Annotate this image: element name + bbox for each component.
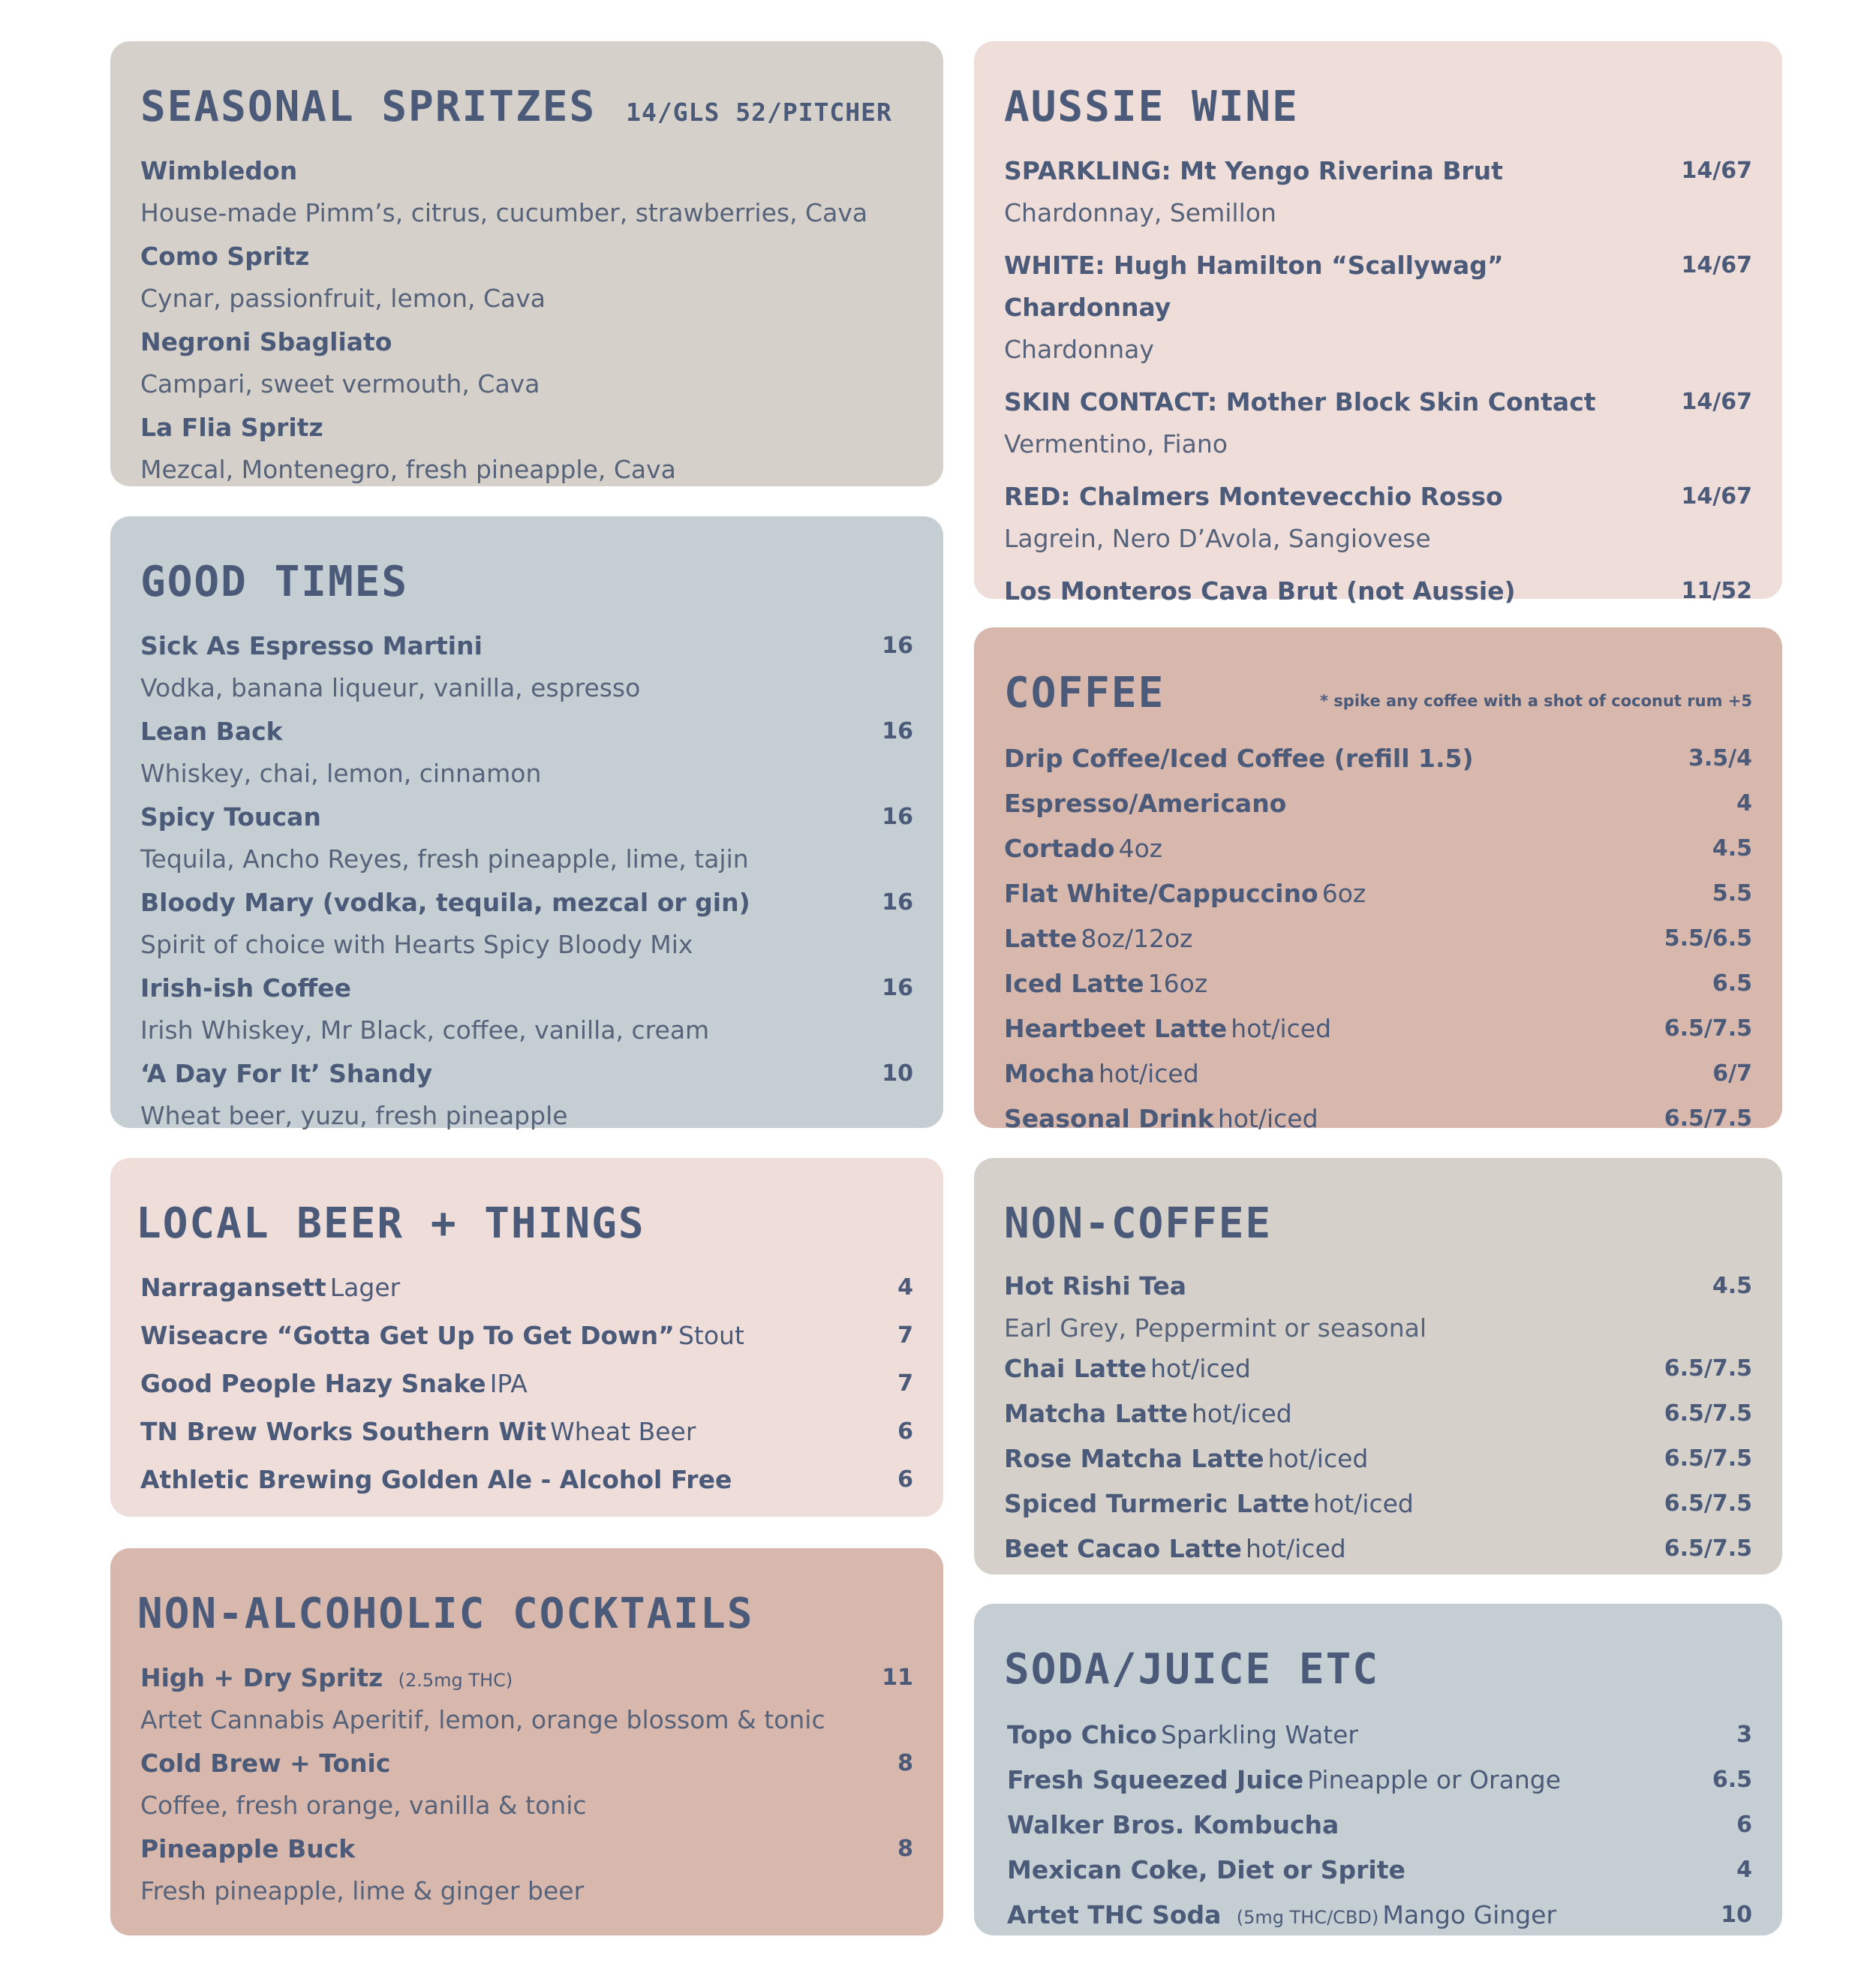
menu-item	[1004, 920, 1752, 962]
non-coffee-card	[974, 1158, 1782, 1574]
menu-item	[1004, 383, 1752, 463]
item-modifier: hot/iced	[1245, 1534, 1346, 1563]
item-price: 4.5	[1712, 835, 1752, 862]
item-description: Tequila, Ancho Reyes, fresh pineapple, lime, tajin	[140, 844, 749, 874]
item-name: Wimbledon	[140, 156, 298, 185]
item-description: Chardonnay, Semillon	[1004, 198, 1276, 227]
menu-item	[1004, 785, 1752, 827]
item-description: Vermentino, Fiano	[1004, 429, 1228, 459]
aussie-wine-list	[1004, 152, 1752, 630]
item-price: 6.5/7.5	[1664, 1535, 1752, 1562]
item-name: Topo Chico	[1007, 1720, 1157, 1749]
item-name: Beet Cacao Latte	[1004, 1534, 1242, 1563]
item-price: 10	[1721, 1902, 1752, 1928]
coffee-note: * spike any coffee with a shot of coconut rum +5	[1320, 692, 1752, 710]
menu-item	[1004, 1440, 1752, 1482]
item-name: Good People Hazy Snake	[140, 1369, 486, 1398]
menu-item	[1004, 1055, 1752, 1097]
item-name: High + Dry Spritz	[140, 1663, 383, 1692]
item-name: SKIN CONTACT: Mother Block Skin Contact	[1004, 387, 1596, 417]
good-times-card	[110, 516, 943, 1128]
menu-item	[140, 1055, 913, 1135]
item-price: 14/67	[1681, 483, 1752, 510]
item-description: Lagrein, Nero D’Avola, Sangiovese	[1004, 524, 1431, 553]
menu-item	[140, 1745, 913, 1824]
item-description: Spirit of choice with Hearts Spicy Bloody Mix	[140, 930, 693, 959]
item-name: Mexican Coke, Diet or Sprite	[1007, 1855, 1405, 1884]
item-price: 6.5	[1712, 970, 1752, 997]
item-price: 6.5/7.5	[1664, 1105, 1752, 1132]
item-modifier: hot/iced	[1267, 1444, 1369, 1473]
item-name: Wiseacre “Gotta Get Up To Get Down”	[140, 1321, 675, 1350]
item-price: 16	[882, 718, 913, 744]
menu-item	[1004, 965, 1752, 1007]
menu-item	[1004, 875, 1752, 917]
item-description: Fresh pineapple, lime & ginger beer	[140, 1876, 585, 1905]
item-name: Hot Rishi Tea	[1004, 1271, 1186, 1301]
item-modifier: Wheat Beer	[550, 1417, 696, 1446]
item-modifier: Mango Ginger	[1382, 1900, 1557, 1929]
item-description: Artet Cannabis Aperitif, lemon, orange blossom & tonic	[140, 1705, 825, 1734]
menu-item	[1004, 1350, 1752, 1392]
item-name: TN Brew Works Southern Wit	[140, 1417, 546, 1446]
item-price: 6.5/7.5	[1664, 1400, 1752, 1427]
item-price: 6/7	[1712, 1060, 1752, 1087]
coffee-title: COFFEE	[1004, 669, 1165, 717]
menu-item	[140, 799, 913, 878]
menu-item	[1004, 152, 1752, 232]
item-description: Mezcal, Montenegro, fresh pineapple, Cava	[140, 455, 676, 484]
item-description: Campari, sweet vermouth, Cava	[140, 369, 540, 399]
item-name: Cold Brew + Tonic	[140, 1749, 391, 1778]
menu-item	[140, 323, 913, 403]
item-price: 14/67	[1681, 252, 1752, 278]
item-price: 3	[1736, 1722, 1752, 1748]
item-price: 6	[897, 1466, 913, 1493]
local-beer-card	[110, 1158, 943, 1517]
aussie-wine-card	[974, 41, 1782, 606]
coffee-card	[974, 627, 1782, 1133]
menu-item	[1007, 1851, 1752, 1893]
menu-item	[140, 713, 913, 792]
item-name: Irish-ish Coffee	[140, 973, 352, 1003]
soda-juice-title: SODA/JUICE ETC	[1004, 1645, 1380, 1694]
soda-juice-card	[974, 1604, 1782, 1935]
item-name: Seasonal Drink	[1004, 1104, 1214, 1133]
non-alcoholic-card	[110, 1548, 943, 1935]
item-description: House-made Pimm’s, citrus, cucumber, strawberries, Cava	[140, 198, 868, 227]
item-name: Fresh Squeezed Juice	[1007, 1765, 1304, 1794]
item-name: Cortado	[1004, 834, 1115, 863]
item-price: 6	[897, 1418, 913, 1445]
menu-item	[140, 1830, 913, 1910]
item-price: 6.5/7.5	[1664, 1445, 1752, 1472]
item-name: Sick As Espresso Martini	[140, 631, 483, 660]
menu-item	[140, 1659, 913, 1739]
menu-item	[140, 1269, 913, 1311]
item-modifier: IPA	[489, 1369, 528, 1398]
item-modifier: hot/iced	[1150, 1354, 1251, 1383]
item-name: Drip Coffee/Iced Coffee (refill 1.5)	[1004, 744, 1474, 773]
item-price: 4.5	[1712, 1273, 1752, 1299]
item-modifier: hot/iced	[1231, 1014, 1332, 1043]
item-name: WHITE: Hugh Hamilton “Scallywag” Chardonnay	[1004, 251, 1504, 322]
item-name: Walker Bros. Kombucha	[1007, 1810, 1339, 1839]
menu-item	[140, 1413, 913, 1455]
menu-item	[1007, 1716, 1752, 1758]
item-price: 4	[1736, 790, 1752, 817]
item-name: Latte	[1004, 924, 1078, 953]
menu-item	[1004, 830, 1752, 872]
item-description: Vodka, banana liqueur, vanilla, espresso	[140, 673, 641, 702]
local-beer-list	[140, 1269, 913, 1509]
item-description: Coffee, fresh orange, vanilla & tonic	[140, 1791, 587, 1820]
item-modifier: hot/iced	[1098, 1059, 1199, 1088]
item-price: 6.5/7.5	[1664, 1355, 1752, 1382]
menu-item	[1004, 573, 1752, 615]
item-name: Pineapple Buck	[140, 1834, 356, 1863]
item-modifier: hot/iced	[1313, 1489, 1414, 1518]
menu-item	[140, 238, 913, 317]
soda-juice-list	[1007, 1716, 1752, 1941]
item-name: SPARKLING: Mt Yengo Riverina Brut	[1004, 156, 1503, 185]
item-price: 16	[882, 889, 913, 916]
item-price: 11	[882, 1665, 913, 1691]
item-price: 4	[897, 1274, 913, 1301]
menu-item	[1004, 740, 1752, 782]
item-price: 6	[1736, 1812, 1752, 1838]
item-name: Espresso/Americano	[1004, 789, 1287, 818]
item-name: Matcha Latte	[1004, 1399, 1188, 1428]
menu-item	[140, 1317, 913, 1359]
item-description: Wheat beer, yuzu, fresh pineapple	[140, 1101, 568, 1130]
item-extra: (5mg THC/CBD)	[1236, 1907, 1379, 1928]
item-price: 7	[897, 1370, 913, 1397]
item-name: Los Monteros Cava Brut (not Aussie)	[1004, 576, 1516, 606]
seasonal-spritzes-card	[110, 41, 943, 486]
item-name: RED: Chalmers Montevecchio Rosso	[1004, 482, 1503, 511]
item-modifier: Pineapple or Orange	[1307, 1765, 1562, 1794]
item-description: Irish Whiskey, Mr Black, coffee, vanilla, cream	[140, 1015, 710, 1045]
item-price: 8	[897, 1750, 913, 1776]
menu-item	[1007, 1896, 1752, 1938]
non-coffee-list	[1004, 1268, 1752, 1575]
item-modifier: Lager	[329, 1273, 401, 1302]
local-beer-title: LOCAL BEER + THINGS	[136, 1199, 645, 1248]
menu-item	[1004, 1485, 1752, 1527]
item-modifier: 8oz/12oz	[1081, 924, 1193, 953]
item-price: 11/52	[1681, 578, 1752, 604]
spritz-pricing: 14/GLS 52/PITCHER	[626, 98, 892, 127]
item-price: 14/67	[1681, 158, 1752, 184]
item-name: Bloody Mary (vodka, tequila, mezcal or gin)	[140, 888, 750, 917]
good-times-title: GOOD TIMES	[140, 558, 409, 606]
item-name: Lean Back	[140, 717, 283, 746]
item-modifier: hot/iced	[1217, 1104, 1318, 1133]
item-price: 7	[897, 1322, 913, 1349]
menu-item	[1004, 247, 1752, 368]
item-name: Rose Matcha Latte	[1004, 1444, 1264, 1473]
menu-item	[1004, 1100, 1752, 1142]
good-times-list	[140, 627, 913, 1141]
item-description: Chardonnay	[1004, 335, 1154, 364]
item-modifier: hot/iced	[1192, 1399, 1292, 1428]
menu-item	[1004, 1268, 1752, 1347]
item-name: Spiced Turmeric Latte	[1004, 1489, 1310, 1518]
menu-item	[140, 1461, 913, 1503]
menu-item	[1004, 1010, 1752, 1052]
coffee-list	[1004, 740, 1752, 1145]
item-extra: (2.5mg THC)	[398, 1670, 513, 1691]
item-name: Negroni Sbagliato	[140, 327, 392, 356]
item-modifier: Stout	[678, 1321, 744, 1350]
item-price: 5.5/6.5	[1664, 925, 1752, 952]
aussie-wine-title: AUSSIE WINE	[1004, 83, 1299, 131]
menu-item	[1007, 1806, 1752, 1848]
item-price: 16	[882, 633, 913, 659]
item-description: Whiskey, chai, lemon, cinnamon	[140, 759, 542, 788]
item-name: Heartbeet Latte	[1004, 1014, 1228, 1043]
item-price: 6.5/7.5	[1664, 1015, 1752, 1042]
seasonal-spritzes-title: SEASONAL SPRITZES 14/GLS 52/PITCHER	[140, 83, 892, 131]
item-name: Iced Latte	[1004, 969, 1144, 998]
menu-item	[140, 1365, 913, 1407]
menu-item	[1004, 1530, 1752, 1572]
item-price: 10	[882, 1060, 913, 1087]
item-modifier: 16oz	[1147, 969, 1208, 998]
item-name: Como Spritz	[140, 242, 310, 271]
item-price: 8	[897, 1836, 913, 1862]
item-name: Athletic Brewing Golden Ale - Alcohol Free	[140, 1465, 732, 1494]
item-name: Spicy Toucan	[140, 802, 321, 832]
item-price: 5.5	[1712, 880, 1752, 907]
item-modifier: 6oz	[1321, 879, 1366, 908]
item-name: Chai Latte	[1004, 1354, 1147, 1383]
item-name: Artet THC Soda	[1007, 1900, 1222, 1929]
menu-item	[140, 627, 913, 707]
item-price: 3.5/4	[1688, 745, 1752, 771]
menu-item	[140, 970, 913, 1049]
item-description: Earl Grey, Peppermint or seasonal	[1004, 1313, 1427, 1343]
item-price: 4	[1736, 1857, 1752, 1883]
non-alcoholic-list	[140, 1659, 913, 1916]
item-price: 16	[882, 804, 913, 830]
item-name: Narragansett	[140, 1273, 326, 1302]
menu-item	[140, 884, 913, 964]
item-modifier: Sparkling Water	[1160, 1720, 1358, 1749]
item-price: 14/67	[1681, 389, 1752, 415]
item-price: 16	[882, 975, 913, 1001]
menu-item	[140, 409, 913, 489]
item-modifier: 4oz	[1118, 834, 1163, 863]
item-description: Cynar, passionfruit, lemon, Cava	[140, 284, 546, 313]
menu-item	[1004, 1395, 1752, 1437]
menu-item	[1007, 1761, 1752, 1803]
menu-item	[140, 152, 913, 232]
item-name: Flat White/Cappuccino	[1004, 879, 1318, 908]
item-name: ‘A Day For It’ Shandy	[140, 1059, 433, 1088]
item-name: Mocha	[1004, 1059, 1095, 1088]
item-price: 6.5/7.5	[1664, 1490, 1752, 1517]
spritz-list	[140, 152, 913, 495]
item-price: 6.5	[1712, 1767, 1752, 1793]
non-alcoholic-title: NON-ALCOHOLIC COCKTAILS	[137, 1589, 754, 1638]
item-name: La Flia Spritz	[140, 413, 323, 442]
menu-item	[1004, 478, 1752, 558]
non-coffee-title: NON-COFFEE	[1004, 1199, 1273, 1248]
